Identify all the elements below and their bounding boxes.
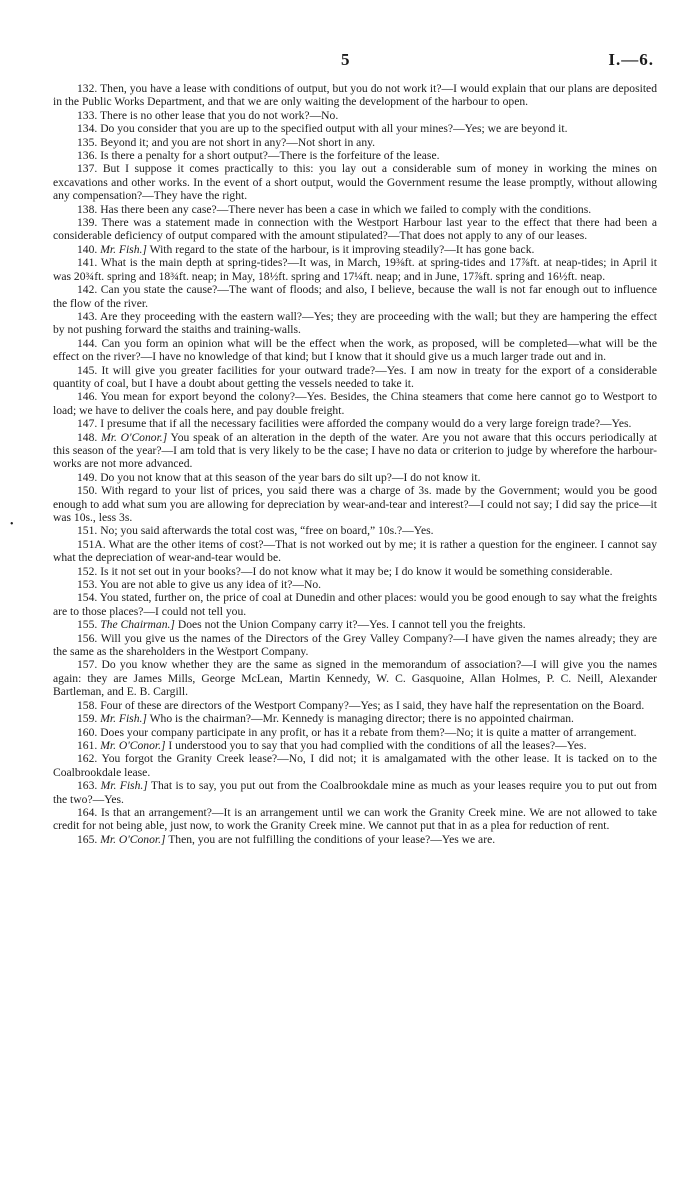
question-text: 149. Do you not know that at this season of the year bars do silt up?—I do not know it. <box>77 470 481 484</box>
question-paragraph <box>53 122 657 135</box>
question-paragraph <box>53 833 657 846</box>
question-paragraph <box>53 216 657 243</box>
question-text: 141. What is the main depth at spring-tides?—It was, in March, 19⅜ft. at spring-tides and 17⅞ft. at neap-tides; in April it was 20¾ft. spring and 18¾ft. neap; in May, 18½ft. spring and 17¼ft. neap; and in June, 17⅞ft. spring and 16½ft. neap. <box>53 256 657 283</box>
question-text: 142. Can you state the cause?—The want of floods; and also, I believe, because the wall is not far enough out to influence the flow of the river. <box>53 283 657 310</box>
question-text: 147. I presume that if all the necessary facilities were afforded the company would do a very large foreign trade?—Yes. <box>77 417 632 431</box>
question-text: 151A. What are the other items of cost?—That is not worked out by me; it is rather a question for the engineer. I cannot say what the depreciation of wear-and-tear would be. <box>53 537 657 565</box>
question-text: 152. Is it not set out in your books?—I do not know what it may be; I do know it would be something considerable. <box>77 564 613 578</box>
question-paragraph <box>53 699 657 712</box>
question-paragraph <box>53 390 657 417</box>
question-text: 153. You are not able to give us any idea of it?—No. <box>77 578 322 592</box>
question-paragraph <box>53 136 657 149</box>
question-paragraph <box>53 203 657 216</box>
speaker-name: Mr. O'Conor.] <box>100 738 166 752</box>
question-text: 154. You stated, further on, the price of coal at Dunedin and other places: would you be good enough to say what the freights are to those places?—I could not tell you. <box>53 591 657 618</box>
question-paragraph <box>53 162 657 202</box>
margin-mark: • <box>10 519 14 530</box>
question-paragraph <box>53 779 657 806</box>
question-text: 134. Do you consider that you are up to the specified output with all your mines?—Yes; we are beyond it. <box>77 122 568 136</box>
question-paragraph <box>53 538 657 565</box>
question-text: Who is the chairman?—Mr. Kennedy is managing director; there is no appointed chairman. <box>149 712 574 726</box>
question-paragraph <box>53 618 657 631</box>
question-text: 157. Do you know whether they are the same as signed in the memorandum of association?—I will give you the names again: they are James Mills, George McLean, Martin Kennedy, W. C. Gasquoine, Allan Holmes, P. C. Neill, Alexander Bartleman, and E. B. Cargill. <box>53 658 657 699</box>
question-text: 137. But I suppose it comes practically to this: you lay out a considerable sum of money in working the mines on excavations and other works. In the event of a short output, would the Government resume the lease promptly, without allowing any compensation?—They have the right. <box>53 162 657 203</box>
question-paragraph <box>53 712 657 725</box>
question-paragraph <box>53 591 657 618</box>
question-paragraph <box>53 283 657 310</box>
question-paragraph <box>53 243 657 256</box>
page-number: 5 <box>341 50 350 69</box>
question-paragraph <box>53 565 657 578</box>
question-text: 135. Beyond it; and you are not short in any?—Not short in any. <box>77 135 376 149</box>
question-text: 150. With regard to your list of prices, you said there was a charge of 3s. made by the Government; would you be good enough to add what sum you are allowing for depreciation by wear-and-tear and interest?—I could not say; I did say the price—it was 10s., less 3s. <box>53 484 657 524</box>
question-paragraph <box>53 337 657 364</box>
speaker-name: The Chairman.] <box>100 618 175 632</box>
document-reference: I.—6. <box>608 50 654 69</box>
question-paragraph <box>53 431 657 471</box>
question-number: 165. <box>77 832 98 846</box>
question-number: 163. <box>77 779 98 793</box>
speaker-name: Mr. Fish.] <box>100 242 147 256</box>
evidence-text <box>53 82 657 846</box>
question-paragraph <box>53 806 657 833</box>
question-number: 161. <box>77 738 98 752</box>
question-text: 143. Are they proceeding with the eastern wall?—Yes; they are proceeding with the wall; but they are hampering the effect by not pushing forward the staiths and training-walls. <box>53 309 657 337</box>
question-text: That is to say, you put out from the Coalbrookdale mine as much as your leases require you to put out from the two?—Yes. <box>53 779 658 806</box>
question-paragraph <box>53 739 657 752</box>
question-text: 138. Has there been any case?—There never has been a case in which we failed to comply with the conditions. <box>77 202 592 216</box>
question-number: 148. <box>77 430 98 444</box>
question-number: 155. <box>77 618 98 632</box>
question-number: 159. <box>77 712 98 726</box>
question-paragraph <box>53 726 657 739</box>
question-paragraph <box>53 310 657 337</box>
question-paragraph <box>53 417 657 430</box>
question-text: 144. Can you form an opinion what will be the effect when the work, as proposed, will be completed—what will be the effect on the river?—I have no knowledge of that kind; but I know that it should give us a much larger trade out and in. <box>53 336 657 364</box>
question-text: 136. Is there a penalty for a short output?—There is the forfeiture of the lease. <box>77 149 440 163</box>
question-text: 146. You mean for export beyond the colony?—Yes. Besides, the China steamers that come here cannot go to Westport to load; we have to deliver the coals here, and pay double freight. <box>53 390 657 417</box>
question-text: 145. It will give you greater facilities for your outward trade?—Yes. I am now in treaty for the export of a considerable quantity of coal, but I have a doubt about getting the vessels needed to take it. <box>53 363 657 390</box>
question-text: You speak of an alteration in the depth of the water. Are you not aware that this occurs periodically at this season of the year?—I am told that is very likely to be the case; I have no data or criterion to judge by whereforе the harbour-works are not more advanced. <box>53 430 657 471</box>
question-text: 151. No; you said afterwards the total cost was, “free on board,” 10s.?—Yes. <box>77 524 434 538</box>
question-paragraph <box>53 484 657 524</box>
question-paragraph <box>53 471 657 484</box>
question-paragraph <box>53 256 657 283</box>
question-text: 162. You forgot the Granity Creek lease?—No, I did not; it is amalgamated with the other lease. It is tacked on to the Coalbrookdale lease. <box>53 752 657 779</box>
question-paragraph <box>53 149 657 162</box>
question-text: With regard to the state of the harbour, is it improving steadily?—It has gone back. <box>149 242 535 256</box>
question-paragraph <box>53 658 657 698</box>
question-paragraph <box>53 752 657 779</box>
question-text: 139. There was a statement made in connection with the Westport Harbour last year to the effect that there had been a considerable deficiency of output compared with the amount stipulated?—That does not apply to any of our leases. <box>53 216 657 243</box>
question-text: 160. Does your company participate in any profit, or has it a rebate from them?—No; it is quite a matter of arrangement. <box>77 725 637 739</box>
question-text: 156. Will you give us the names of the Directors of the Grey Valley Company?—I have given the names already; they are the same as the shareholders in the Westport Company. <box>53 631 657 659</box>
speaker-name: Mr. Fish.] <box>100 779 148 793</box>
question-paragraph <box>53 578 657 591</box>
speaker-name: Mr. Fish.] <box>100 712 147 726</box>
question-paragraph <box>53 82 657 109</box>
speaker-name: Mr. O'Conor.] <box>101 430 168 444</box>
question-text: 158. Four of these are directors of the Westport Company?—Yes; as I said, they have half the representation on the Board. <box>77 698 645 712</box>
question-text: 132. Then, you have a lease with conditions of output, but you do not work it?—I would explain that our plans are deposited in the Public Works Department, and that we are only waiting the development of the harbour to open. <box>53 82 657 109</box>
question-text: 133. There is no other lease that you do not work?—No. <box>77 108 339 122</box>
question-text: Does not the Union Company carry it?—Yes. I cannot tell you the freights. <box>177 618 526 632</box>
question-text: I understood you to say that you had complied with the conditions of all the leases?—Yes. <box>168 738 587 752</box>
question-text: Then, you are not fulfilling the conditions of your lease?—Yes we are. <box>168 832 496 846</box>
question-number: 140. <box>77 242 98 256</box>
question-paragraph <box>53 109 657 122</box>
question-paragraph <box>53 632 657 659</box>
question-paragraph <box>53 524 657 537</box>
speaker-name: Mr. O'Conor.] <box>100 832 166 846</box>
page-header <box>0 50 700 74</box>
question-paragraph <box>53 364 657 391</box>
question-text: 164. Is that an arrangement?—It is an arrangement until we can work the Granity Creek mine. We are not allowed to take credit for not being able, just now, to work the Granity Creek mine. We cannot put that in as a plea for reduction of rent. <box>53 805 657 833</box>
